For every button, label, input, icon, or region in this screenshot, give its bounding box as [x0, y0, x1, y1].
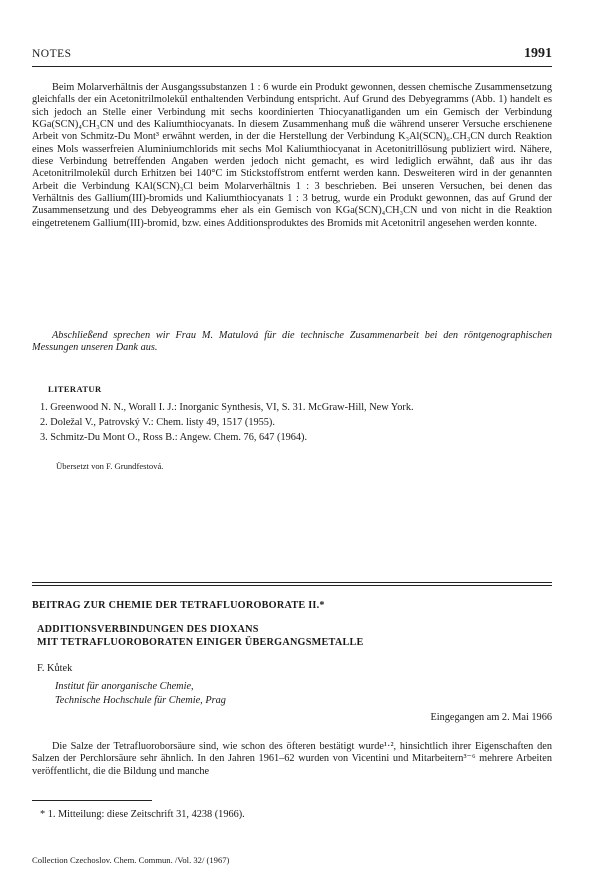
- article-title-line-3: MIT TETRAFLUOROBORATEN EINIGER ÜBERGANGSMETALLE: [37, 637, 364, 648]
- author-affiliation: [55, 680, 226, 707]
- article-author: F. Kůtek: [37, 663, 73, 674]
- page-number: 1991: [524, 46, 552, 61]
- footnote: * 1. Mitteilung: diese Zeitschrift 31, 4238 (1966).: [40, 809, 245, 820]
- article-title-line-1: BEITRAG ZUR CHEMIE DER TETRAFLUOROBORATE II.*: [32, 600, 325, 611]
- reference-item: 1. Greenwood N. N., Worall I. J.: Inorganic Synthesis, VI, S. 31. McGraw-Hill, New York.: [40, 402, 414, 413]
- body-paragraph-1: [32, 82, 552, 230]
- affiliation-line-2: Technische Hochschule für Chemie, Prag: [55, 694, 226, 706]
- acknowledgement-text: Abschließend sprechen wir Frau M. Matulová für die technische Zusammenarbeit bei den röntgenographischen Messungen unseren Dank aus.: [32, 330, 552, 354]
- article-separator-bottom: [32, 585, 552, 586]
- acknowledgement: [32, 330, 552, 355]
- reference-list: [40, 400, 530, 445]
- affiliation-line-1: Institut für anorganische Chemie,: [55, 681, 194, 692]
- received-date: Eingegangen am 2. Mai 1966: [430, 712, 552, 723]
- article-intro-paragraph: [32, 741, 552, 778]
- section-label: NOTES: [32, 48, 72, 60]
- article-title-line-2: ADDITIONSVERBINDUNGEN DES DIOXANS: [37, 624, 259, 635]
- header-rule: [32, 66, 552, 67]
- journal-footer: Collection Czechoslov. Chem. Commun. /Vol. 32/ (1967): [32, 855, 230, 865]
- reference-item: 2. Doležal V., Patrovský V.: Chem. listy 49, 1517 (1955).: [40, 417, 275, 428]
- translator-note: Übersetzt von F. Grundfestová.: [56, 461, 164, 471]
- article-separator-top: [32, 582, 552, 583]
- article-intro-text: Die Salze der Tetrafluoroborsäure sind, wie schon des öfteren bestätigt wurde¹·², hinsichtlich ihrer Eigenschaften den Salzen der Perchlorsäure sehr ähnlich. In den Jahren 1961–62 wurden von Vicentini und Mitarbeitern³⁻⁶ mehrere Arbeiten veröffentlicht, die die Bildung und manche: [32, 741, 552, 777]
- body-paragraph-1-text: Beim Molarverhältnis der Ausgangssubstanzen 1 : 6 wurde ein Produkt gewonnen, dessen chemische Zusammensetzung gleichfalls der ein Acetonitrilmolekül enthaltenden Verbindung entspricht. Auf Grund des Debyegramms (Abb. 1) handelt es sich jedoch an Stelle einer Verbindung mit sechs koordinierten Thiocyanatliganden um ein Gemisch der Verbindung KGa(SCN)₄CH₃CN und des Kaliumthiocyanats. In diesem Zusammenhang muß die während unserer Versuche erschienene Arbeit von Schmitz-Du Mont³ erwähnt werden, in der die Herstellung der Verbindung K₃Al(SCN)₆.CH₃CN durch Reaktion eines Mols wasserfreien Aluminiumchlorids mit sechs Mol Kaliumthiocyanat in Acetonitrillösung publiziert wird. Nähere, diese Verbindung betreffenden Angaben werden jedoch nicht gemacht, es wird lediglich erwähnt, daß aus ihr das Acetonitrilmolekül durch Erhitzen bei 140°C im Stickstoffstrom entfernt werden kann. Desweiteren wird in der genannten Arbeit die Verbindung KAl(SCN)₃Cl beim Molarverhältnis 1 : 3 beschrieben. Bei unseren Versuchen, bei denen das Verhältnis des Gallium(III)-bromids und Kaliumthiocyanats 1 : 3 betrug, wurde ein Produkt gewonnen, das auf Grund der Zusammensetzung und des Debyeogramms eher als ein Gemisch von KGa(SCN)₄CH₃CN und von nicht in die Reaktion eingetretenem Gallium(III)-bromid, bzw. eines Additionsproduktes des Bromids mit Acetonitril angesehen werden konnte.: [32, 82, 552, 229]
- reference-item: 3. Schmitz-Du Mont O., Ross B.: Angew. Chem. 76, 647 (1964).: [40, 432, 308, 443]
- footnote-rule: [32, 800, 152, 801]
- running-header: [32, 46, 552, 66]
- literature-heading: LITERATUR: [48, 384, 102, 394]
